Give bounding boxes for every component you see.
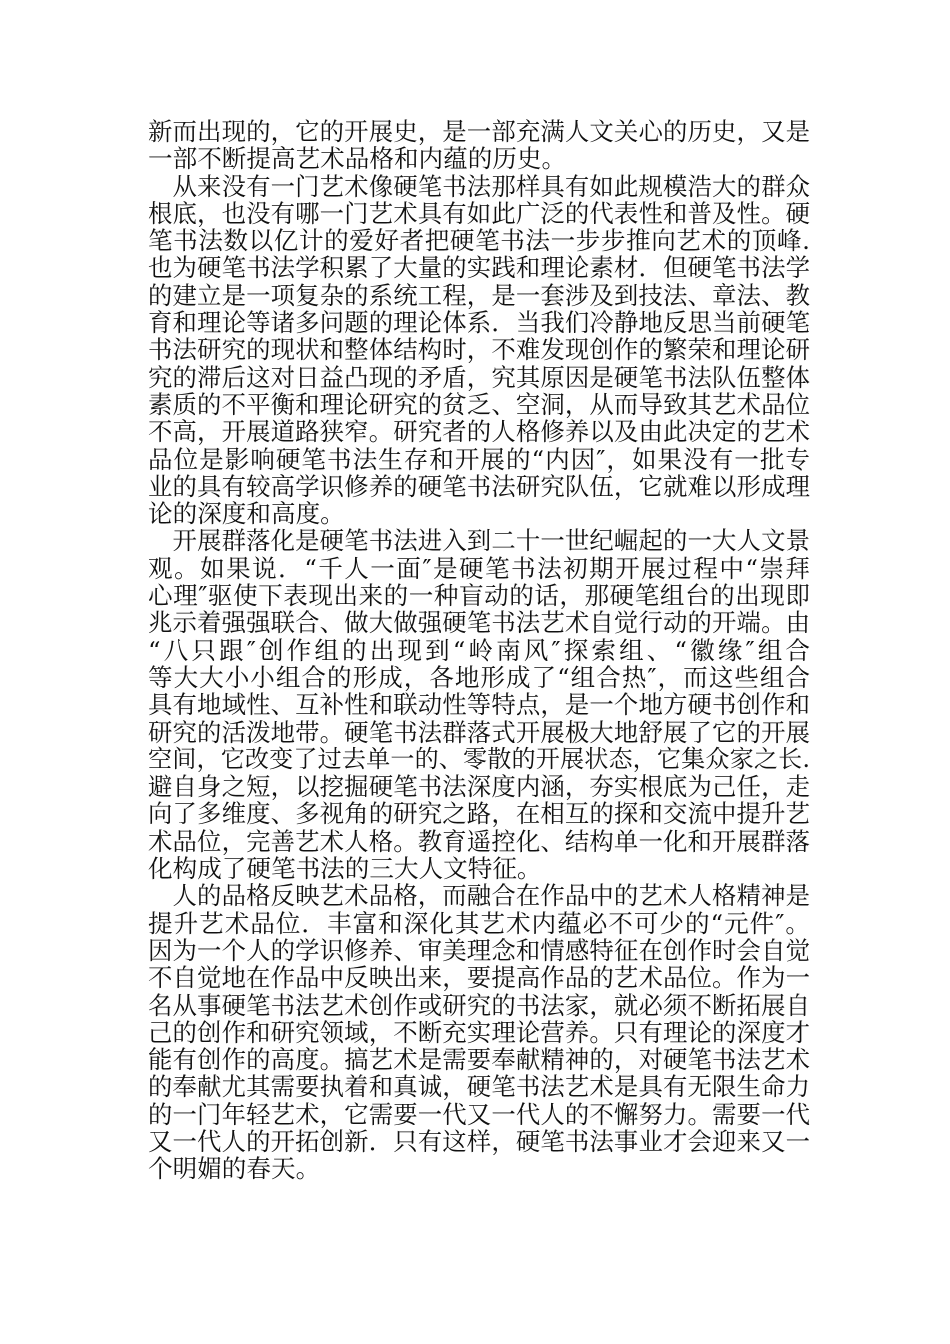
text-line: 品位是影响硬笔书法生存和开展的“内因″，如果没有一批专	[148, 444, 810, 474]
text-line: 论的深度和高度。	[148, 499, 345, 529]
text-line: 因为一个人的学识修养、审美理念和情感特征在创作时会自觉	[148, 935, 810, 965]
text-line: “八只跟″创作组的出现到“岭南风″探索组、“徽缘″组合	[148, 635, 810, 665]
text-line: 己的创作和研究领域，不断充实理论营养。只有理论的深度才	[148, 1017, 810, 1047]
text-line: 兆示着强强联合、做大做强硬笔书法艺术自觉行动的开端。由	[148, 608, 810, 638]
text-line: 心理″驱使下表现出来的一种盲动的话，那硬笔组台的出现即	[148, 581, 810, 611]
text-line: 又一代人的开拓创新．只有这样，硬笔书法事业才会迎来又一	[148, 1126, 810, 1156]
text-line: 化构成了硬笔书法的三大人文特征。	[148, 854, 542, 884]
paragraph	[148, 882, 810, 1182]
text-line: 究的滞后这对日益凸现的矛盾，究其原因是硬笔书法队伍整体	[148, 362, 810, 392]
text-line: 名从事硬笔书法艺术创作或研究的书法家，就必须不断拓展自	[148, 990, 810, 1020]
text-line: 从来没有一门艺术像硬笔书法那样具有如此规模浩大的群众	[148, 171, 810, 201]
text-line: 育和理论等诸多问题的理论体系．当我们冷静地反思当前硬笔	[148, 308, 810, 338]
text-line: 空间，它改变了过去单一的、零散的开展状态，它集众家之长.	[148, 744, 810, 773]
text-line: 也为硬笔书法学积累了大量的实践和理论素材．但硬笔书法学	[148, 253, 810, 283]
text-line: 的一门年轻艺术，它需要一代又一代人的不懈努力。需要一代	[148, 1099, 810, 1129]
text-line: 提升艺术品位．丰富和深化其艺术内蕴必不可少的“元件″。	[148, 908, 810, 938]
text-line: 避自身之短，以挖掘硬笔书法深度内涵，夯实根底为己任，走	[148, 772, 810, 802]
text-line: 个明媚的春天。	[148, 1154, 321, 1184]
text-line: 具有地域性、互补性和联动性等特点，是一个地方硬书创作和	[148, 690, 810, 720]
text-line: 观。如果说．“千人一面″是硬笔书法初期开展过程中“崇拜	[148, 553, 810, 583]
paragraph	[148, 527, 810, 882]
paragraph	[148, 118, 810, 173]
text-line: 不自觉地在作品中反映出来，要提高作品的艺术品位。作为一	[148, 963, 810, 993]
body-text	[148, 118, 810, 1183]
text-line: 研究的活泼地带。硬笔书法群落式开展极大地舒展了它的开展	[148, 717, 810, 747]
text-line: 业的具有较高学识修养的硬笔书法研究队伍，它就难以形成理	[148, 471, 810, 501]
text-line: 素质的不平衡和理论研究的贫乏、空洞，从而导致其艺术品位	[148, 389, 810, 419]
paragraph	[148, 173, 810, 528]
text-line: 人的品格反映艺术品格，而融合在作品中的艺术人格精神是	[148, 881, 810, 911]
text-line: 开展群落化是硬笔书法进入到二十一世纪崛起的一大人文景	[148, 526, 810, 556]
text-line: 向了多维度、多视角的研究之路，在相互的探和交流中提升艺	[148, 799, 810, 829]
text-line: 术品位，完善艺术人格。教育遥控化、结构单一化和开展群落	[148, 826, 810, 856]
text-line: 不高，开展道路狭窄。研究者的人格修养以及由此决定的艺术	[148, 417, 810, 447]
text-line: 根底，也没有哪一门艺术具有如此广泛的代表性和普及性。硬	[148, 198, 810, 228]
text-line: 能有创作的高度。搞艺术是需要奉献精神的，对硬笔书法艺术	[148, 1045, 810, 1075]
text-line: 新而出现的，它的开展史，是一部充满人文关心的历史，又是	[148, 117, 810, 146]
text-line: 等大大小小组合的形成，各地形成了“组合热″，而这些组合	[148, 662, 810, 692]
text-line: 笔书法数以亿计的爱好者把硬笔书法一步步推向艺术的顶峰.	[148, 226, 810, 256]
text-line: 的奉献尤其需要执着和真诚，硬笔书法艺术是具有无限生命力	[148, 1072, 810, 1102]
text-line: 的建立是一项复杂的系统工程，是一套涉及到技法、章法、教	[148, 280, 810, 310]
text-line: 一部不断提高艺术品格和内蕴的历史。	[148, 144, 567, 174]
text-line: 书法研究的现状和整体结构时，不难发现创作的繁荣和理论研	[148, 335, 810, 365]
